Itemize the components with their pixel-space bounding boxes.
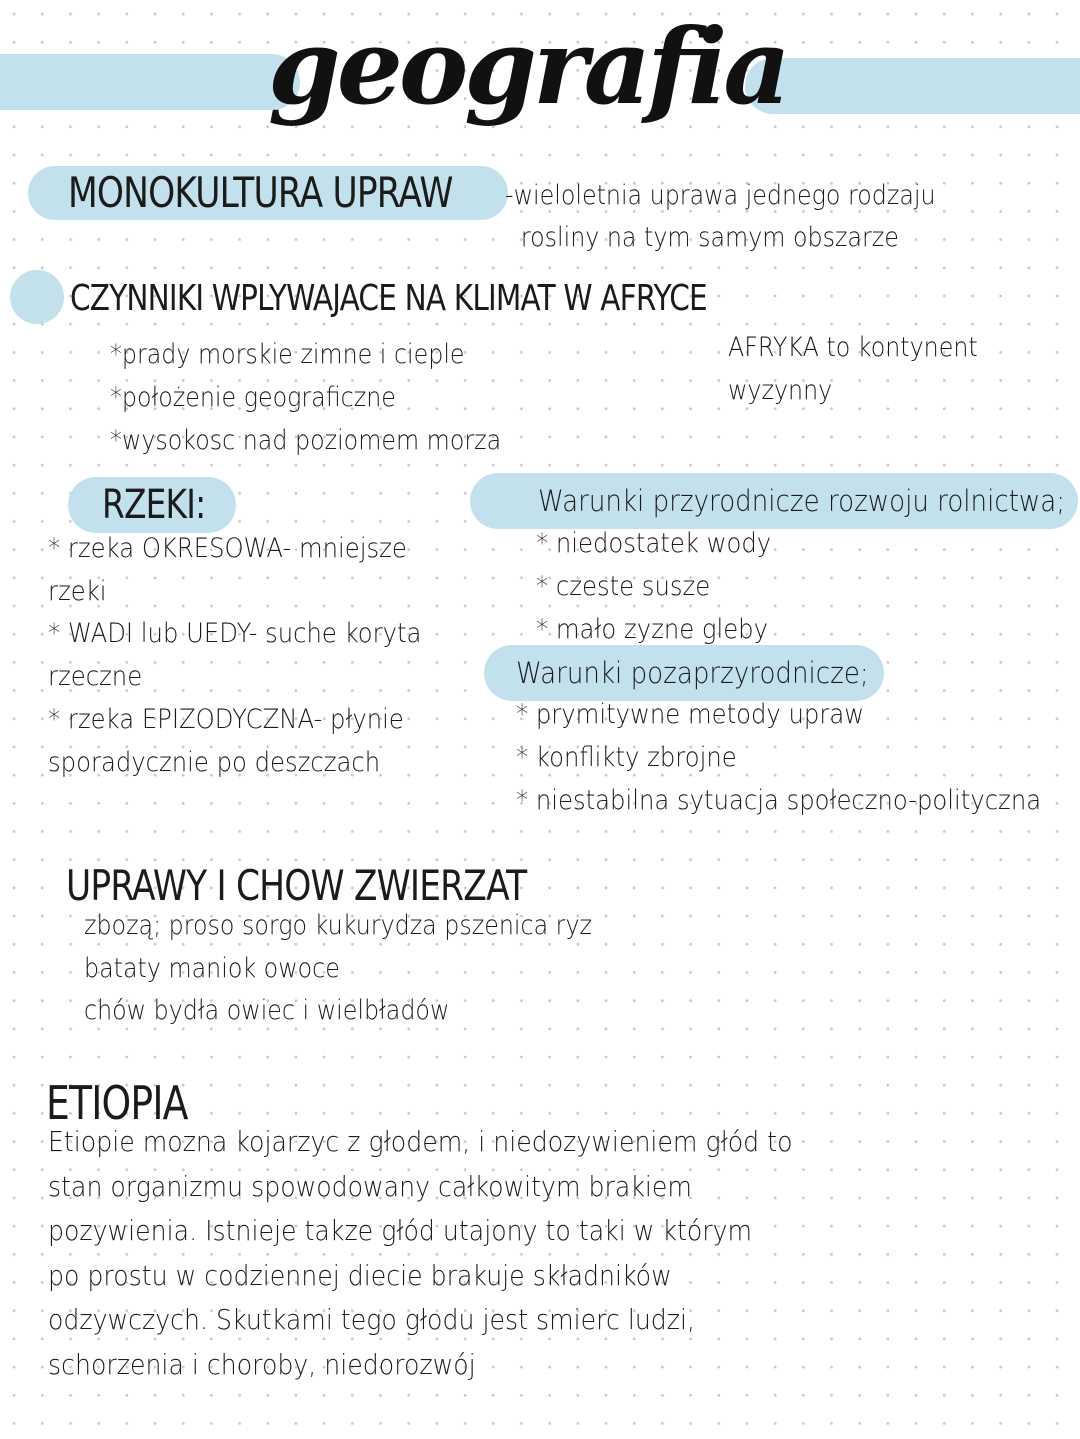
list-item: * niedostatek wody [536,528,772,559]
uprawy-list [84,905,592,1033]
paragraph-line: pozywienia. Istnieje takze głód utajony to taki w którym [48,1214,753,1248]
list-item: *wysokosc nad poziomem morza [110,425,502,456]
page-title: geografia [268,5,787,128]
list-item: * konflikty zbrojne [516,742,737,773]
czynniki-heading: CZYNNIKI WPLYWAJACE NA KLIMAT W AFRYCE [70,278,707,319]
rzeki-heading: RZEKI: [102,482,206,528]
czynniki-list [110,333,501,462]
bullet-circle-highlight [10,270,64,324]
warunki-pozaprzyrodnicze-heading: Warunki pozaprzyrodnicze; [516,656,869,690]
paragraph-line: po prostu w codziennej diecie brakuje składników [48,1258,672,1292]
list-line: chów bydła owiec i wielbładów [84,995,450,1026]
definition-line: rosliny na tym samym obszarze [520,222,899,253]
paragraph-line: schorzenia i choroby, niedorozwój [48,1347,476,1381]
paragraph-line: odzywczych. Skutkami tego głodu jest smierc ludzi, [48,1303,696,1337]
note-line: AFRYKA to kontynent [728,332,978,363]
list-line: * WADI lub UEDY- suche koryta [48,618,422,650]
uprawy-heading: UPRAWY I CHOW ZWIERZAT [66,861,527,910]
etiopia-heading: ETIOPIA [46,1076,188,1130]
warunki-pozaprzyrodnicze-list [516,693,1041,822]
list-line: sporadycznie po deszczach [48,746,381,778]
list-item: * czeste susze [536,571,711,602]
list-line: rzeki [48,575,107,607]
definition-line: -wieloletnia uprawa jednego rodzaju [505,180,936,211]
list-item: * niestabilna sytuacja społeczno-polityczna [516,785,1042,816]
etiopia-paragraph [48,1120,792,1388]
list-line: * rzeka EPIZODYCZNA- płynie [48,703,404,735]
warunki-przyrodnicze-list [536,522,771,651]
paragraph-line: Etiopie mozna kojarzyc z głodem, i niedozywieniem głód to [48,1125,793,1158]
afryka-note [728,326,978,412]
title-highlight-left [0,54,300,110]
rzeki-list [48,528,421,784]
list-line: zbozą; proso sorgo kukurydza pszenica ryz [84,910,592,941]
list-item: * prymitywne metody upraw [516,699,865,730]
note-line: wyzynny [728,375,833,406]
warunki-przyrodnicze-heading: Warunki przyrodnicze rozwoju rolnictwa; [538,484,1066,518]
monokultura-definition [505,175,936,259]
monokultura-heading: MONOKULTURA UPRAW [68,168,453,217]
list-line: * rzeka OKRESOWA- mniejsze [48,533,407,564]
list-item: * mało zyzne gleby [536,614,768,645]
paragraph-line: stan organizmu spowodowany całkowitym brakiem [48,1169,692,1203]
list-line: bataty maniok owoce [84,952,340,984]
title-highlight-right [745,58,1080,114]
list-item: *prady morskie zimne i cieple [110,339,465,370]
list-item: *położenie geograficzne [110,382,396,413]
list-line: rzeczne [48,661,143,693]
